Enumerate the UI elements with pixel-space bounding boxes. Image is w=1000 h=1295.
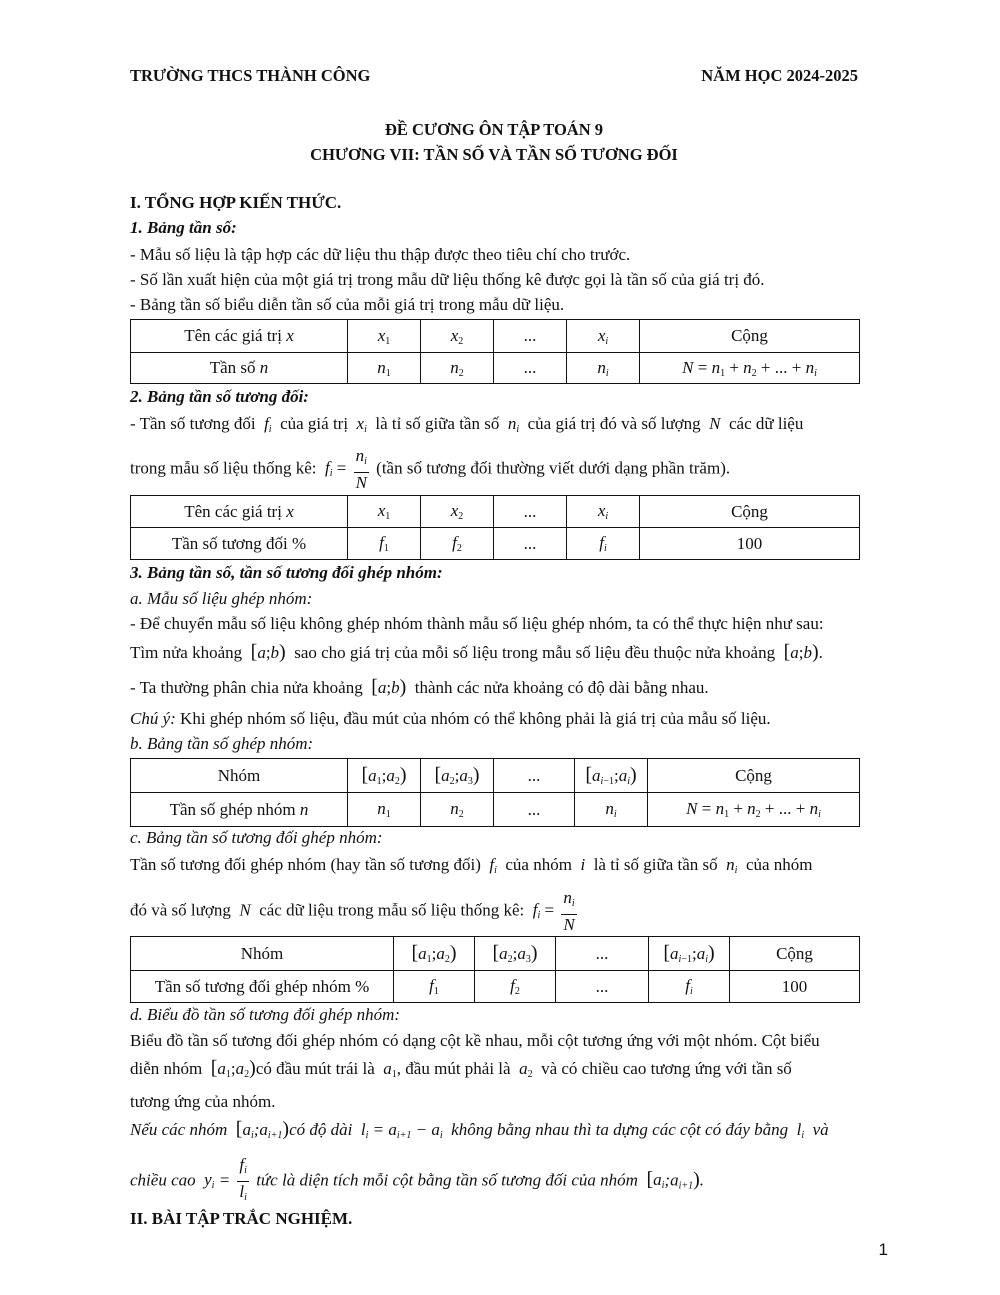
table-cell: Tần số tương đối ghép nhóm % [131, 971, 394, 1003]
sub1-line-2: - Số lần xuất hiện của một giá trị trong mẫu dữ liệu thống kê được gọi là tần số của giá trị đó. [130, 270, 765, 289]
chapter-title: CHƯƠNG VII: TẦN SỐ VÀ TẦN SỐ TƯƠNG ĐỐI [310, 145, 678, 164]
school-name: TRƯỜNG THCS THÀNH CÔNG [130, 66, 371, 85]
table-cell: $f_2$ [475, 971, 556, 1003]
table-cell: Cộng [730, 937, 860, 971]
table-cell: ... [494, 759, 575, 793]
table-cell: Tần số ghép nhóm n [131, 793, 348, 827]
table-cell: Cộng [640, 320, 860, 353]
sub3c-heading: c. Bảng tần số tương đối ghép nhóm: [130, 828, 383, 847]
grouped-frequency-table [130, 758, 860, 827]
table-cell: ... [494, 793, 575, 827]
table-cell: $N = n_1 + n_2$ + ... + $n_i$ [640, 353, 860, 384]
table-cell: $f_i$ [567, 528, 640, 560]
table-cell: $x_2$ [421, 320, 494, 353]
table-cell: $n_i$ [567, 353, 640, 384]
sub3a-note: Chú ý: Khi ghép nhóm số liệu, đầu mút của nhóm có thể không phải là giá trị của mẫu số liệu. [130, 709, 771, 728]
main-title: ĐỀ CƯƠNG ÔN TẬP TOÁN 9 [384, 120, 604, 139]
table-cell: Tần số tương đối % [131, 528, 348, 560]
relative-frequency-table [130, 495, 860, 560]
table-cell: ... [556, 971, 649, 1003]
grouped-relative-frequency-table [130, 936, 860, 1003]
section1-heading: I. TỔNG HỢP KIẾN THỨC. [130, 193, 342, 212]
sub3a-line-2: Tìm nửa khoảng [a;b) sao cho giá trị của mỗi số liệu trong mẫu số liệu đều thuộc nửa khoảng [a;b). [130, 641, 823, 663]
table-cell: ... [494, 496, 567, 528]
table-cell: $f_1$ [394, 971, 475, 1003]
table-cell: ... [494, 528, 567, 560]
sub1-line-3: - Bảng tần số biểu diễn tần số của mỗi giá trị trong mẫu dữ liệu. [130, 295, 565, 314]
document-titles [130, 117, 858, 167]
table-cell: $[a_2;a_3)$ [475, 937, 556, 971]
table-cell: $[a_1;a_2)$ [348, 759, 421, 793]
section2-heading: II. BÀI TẬP TRẮC NGHIỆM. [130, 1209, 353, 1228]
table-cell: ... [494, 353, 567, 384]
sub3d-line-2: diễn nhóm $[a_1;a_2)có$ đầu mút trái là $a_1$, đầu mút phải là $a_2$ và có chiều cao tương ứng với tần số [130, 1057, 792, 1080]
sub3-heading: 3. Bảng tần số, tần số tương đối ghép nhóm: [130, 563, 443, 582]
table-cell: Cộng [640, 496, 860, 528]
table-cell: Tần số n [131, 353, 348, 384]
table-cell: $[a_{i-1};a_i)$ [649, 937, 730, 971]
sub3a-line-3: - Ta thường phân chia nửa khoảng [a;b) thành các nửa khoảng có độ dài bằng nhau. [130, 676, 709, 698]
sub3d-heading: d. Biểu đồ tần số tương đối ghép nhóm: [130, 1005, 401, 1024]
table-cell: $f_i$ [649, 971, 730, 1003]
table-cell: 100 [640, 528, 860, 560]
sub3b-heading: b. Bảng tần số ghép nhóm: [130, 734, 314, 753]
school-year: NĂM HỌC 2024-2025 [701, 66, 858, 85]
frequency-table [130, 319, 860, 384]
table-cell: ... [556, 937, 649, 971]
table-cell: Tên các giá trị x [131, 496, 348, 528]
page-number: 1 [878, 1240, 888, 1259]
sub2-heading: 2. Bảng tần số tương đối: [130, 387, 309, 406]
sub2-line-1: - Tần số tương đối $f_i$ của giá trị $x_i$ là tỉ số giữa tần số $n_i$ của giá trị đó và số lượng N các dữ liệu [130, 414, 804, 435]
sub3d-line-5: chiều cao $y_i$ = $\frac{f_i}{l_i}$ tức là diện tích mỗi cột bằng tần số tương đối của nhóm $[a_i;a_{i+1})$. [130, 1155, 705, 1203]
sub3c-line-1: Tần số tương đối ghép nhóm (hay tần số tương đối) $f_i$ của nhóm i là tỉ số giữa tần số $n_i$ của nhóm [130, 855, 813, 876]
sub1-line-1: - Mẫu số liệu là tập hợp các dữ liệu thu thập được theo tiêu chí cho trước. [130, 245, 631, 264]
table-cell: $x_i$ [567, 496, 640, 528]
sub3d-line-3: tương ứng của nhóm. [130, 1092, 276, 1111]
table-cell: $n_i$ [575, 793, 648, 827]
table-cell: $[a_2;a_3)$ [421, 759, 494, 793]
table-cell: Nhóm [131, 937, 394, 971]
sub3a-line-1: - Để chuyển mẫu số liệu không ghép nhóm thành mẫu số liệu ghép nhóm, ta có thể thực hiện như sau: [130, 614, 824, 633]
sub2-line-2: trong mẫu số liệu thống kê: $f_i$ = $\frac{n_i}{N}$ (tần số tương đối thường viết dưới dạng phần trăm). [130, 446, 731, 492]
table-cell: $[a_{i-1};a_i)$ [575, 759, 648, 793]
table-cell: $n_1$ [348, 793, 421, 827]
table-cell: 100 [730, 971, 860, 1003]
table-cell: $n_1$ [348, 353, 421, 384]
table-cell: $x_2$ [421, 496, 494, 528]
table-cell: $x_1$ [348, 496, 421, 528]
table-cell: Tên các giá trị x [131, 320, 348, 353]
table-cell: $n_2$ [421, 793, 494, 827]
table-cell: Nhóm [131, 759, 348, 793]
table-cell: $f_2$ [421, 528, 494, 560]
table-cell: $n_2$ [421, 353, 494, 384]
sub1-heading: 1. Bảng tần số: [130, 218, 237, 237]
sub3d-line-1: Biểu đồ tần số tương đối ghép nhóm có dạng cột kề nhau, mỗi cột tương ứng với một nhóm. Cột biểu [130, 1031, 820, 1050]
table-cell: $x_1$ [348, 320, 421, 353]
sub3a-heading: a. Mẫu số liệu ghép nhóm: [130, 589, 313, 608]
sub3d-line-4: Nếu các nhóm $[a_i;a_{i+1})có$ độ dài $l_i = a_{i+1} - a_i$ không bằng nhau thì ta dựng các cột có đáy bằng $l_i$ và [130, 1118, 829, 1141]
table-cell: $[a_1;a_2)$ [394, 937, 475, 971]
table-cell: $x_i$ [567, 320, 640, 353]
table-cell: Cộng [648, 759, 860, 793]
sub3c-line-2: đó và số lượng N các dữ liệu trong mẫu số liệu thống kê: $f_i$ = $\frac{n_i}{N}$ [130, 888, 575, 934]
table-cell: $N = n_1 + n_2$ + ... + $n_i$ [648, 793, 860, 827]
table-cell: ... [494, 320, 567, 353]
table-cell: $f_1$ [348, 528, 421, 560]
